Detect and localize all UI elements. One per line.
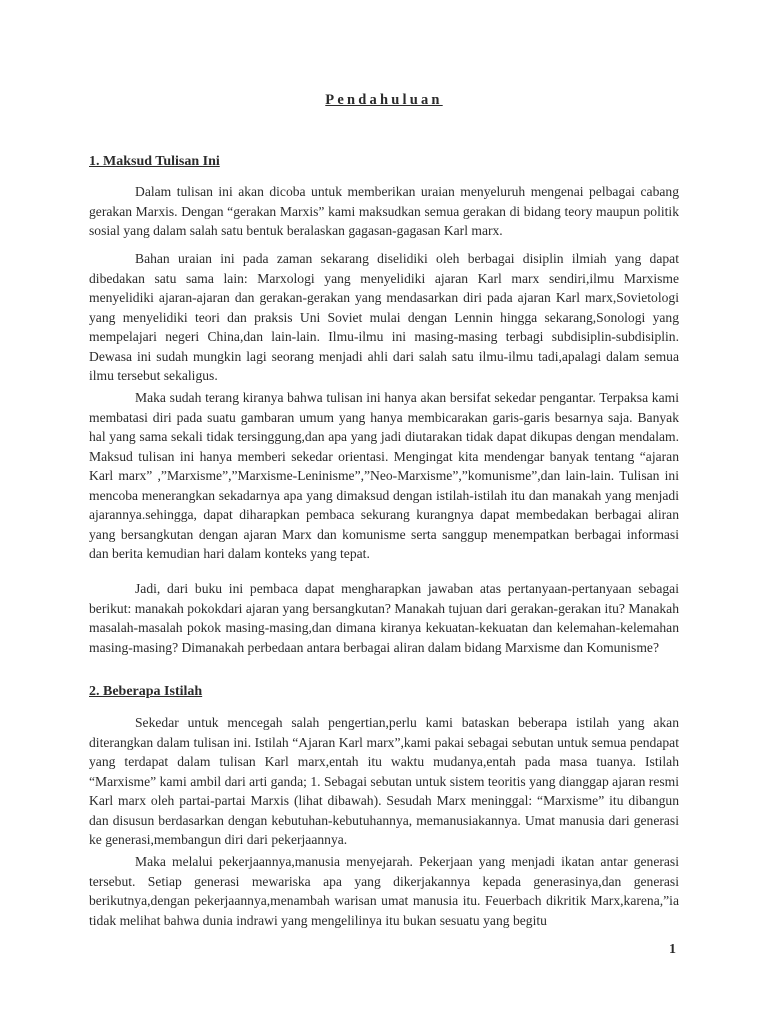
paragraph-2-2: Maka melalui pekerjaannya,manusia menyejarah. Pekerjaan yang menjadi ikatan antar generasi tersebut. Setiap generasi mewariska apa yang dikerjakannya kepada generasinya,dan generasi berikutnya,dengan pekerjaannya,menambah warisan umat manusia itu. Feuerbach dikritik Marx,karena,”ia tidak melihat bahwa dunia indrawi yang mengelilinya itu bukan sesuatu yang begitu (89, 854, 679, 928)
page-title: Pendahuluan (325, 92, 443, 108)
paragraph-2-1: Sekedar untuk mencegah salah pengertian,perlu kami bataskan beberapa istilah yang akan diterangkan dalam tulisan ini. Istilah “Ajaran Karl marx”,kami pakai sebagai sebutan untuk semua pendapat yang terdapat dalam tulisan Karl marx,entah itu waktu mudanya,entah pada masa tuanya. Istilah “Marxisme” kami ambil dari arti ganda; 1. Sebagai sebutan untuk sistem teoritis yang dianggap ajaran resmi Karl marx oleh partai-partai Marxis (lihat dibawah). Sesudah Marx meninggal: “Marxisme” itu dibangun dan disusun berdasarkan dengan kebutuhan-kebutuhannya, memanusiakannya. Umat manusia dari generasi ke generasi,membangun diri dari pekerjaannya. (89, 715, 679, 847)
paragraph-1-2: Bahan uraian ini pada zaman sekarang diselidiki oleh berbagai disiplin ilmiah yang dapat dibedakan satu sama lain: Marxologi yang menyelidiki ajaran Karl marx sendiri,ilmu Marxisme menyelidiki ajaran-ajaran dan gerakan-gerakan yang mendasarkan diri pada ajaran Karl marx,Sovietologi yang menyelidiki teori dan praksis Uni Soviet mulai dengan Lennin hingga sekarang,Sonologi yang mempelajari negeri China,dan lain-lain. Ilmu-ilmu ini masing-masing terbagi subdisiplin-subdisiplin. Dewasa ini sudah mungkin lagi seorang menjadi ahli dari salah satu ilmu-ilmu tadi,apalagi dalam semua ilmu tersebut sekaligus. (89, 251, 679, 383)
section-heading-1: 1. Maksud Tulisan Ini (89, 154, 220, 169)
paragraph-1-3: Maka sudah terang kiranya bahwa tulisan ini hanya akan bersifat sekedar pengantar. Terpaksa kami membatasi diri pada suatu gambaran umum yang hanya membicarakan garis-garis besarnya saja. Banyak hal yang sama sekali tidak tersinggung,dan apa yang jadi diutarakan tidak dapat dikupas dengan mendalam. Maksud tulisan ini hanya memberi sekedar orientasi. Mengingat kita mendengar banyak tentang “ajaran Karl marx” ,”Marxisme”,”Marxisme-Leninisme”,”Neo-Marxisme”,”komunisme”,dan lain-lain. Tulisan ini mencoba menerangkan sekadarnya apa yang dimaksud dengan istilah-istilah itu dan manakah yang menjadi ajarannya.sehingga, dapat diharapkan pembaca sekurang kurangnya dapat membedakan berbagai aliran yang bersangkutan dengan ajaran Marx dan komunisme serta sanggup menempatkan berbagai informasi dan berita kemudian hari dalam konteks yang tepat. (89, 390, 679, 561)
page-number: 1 (669, 942, 676, 957)
paragraph-1-1: Dalam tulisan ini akan dicoba untuk memberikan uraian menyeluruh mengenai pelbagai cabang gerakan Marxis. Dengan “gerakan Marxis” kami maksudkan semua gerakan di bidang teory maupun politik sosial yang dalam salah satu bentuk beralaskan gagasan-gagasan Karl marx. (89, 184, 679, 238)
section-heading-2: 2. Beberapa Istilah (89, 684, 203, 699)
paragraph-1-4: Jadi, dari buku ini pembaca dapat mengharapkan jawaban atas pertanyaan-pertanyaan sebagai berikut: manakah pokokdari ajaran yang bersangkutan? Manakah tujuan dari gerakan-gerakan itu? Manakah masalah-masalah pokok masing-masing,dan dimana kiranya kekuatan-kekuatan dan kelemahan-kelemahan masing-masing? Dimanakah perbedaan antara berbagai aliran dalam bidang Marxisme dan Komunisme? (89, 581, 679, 655)
